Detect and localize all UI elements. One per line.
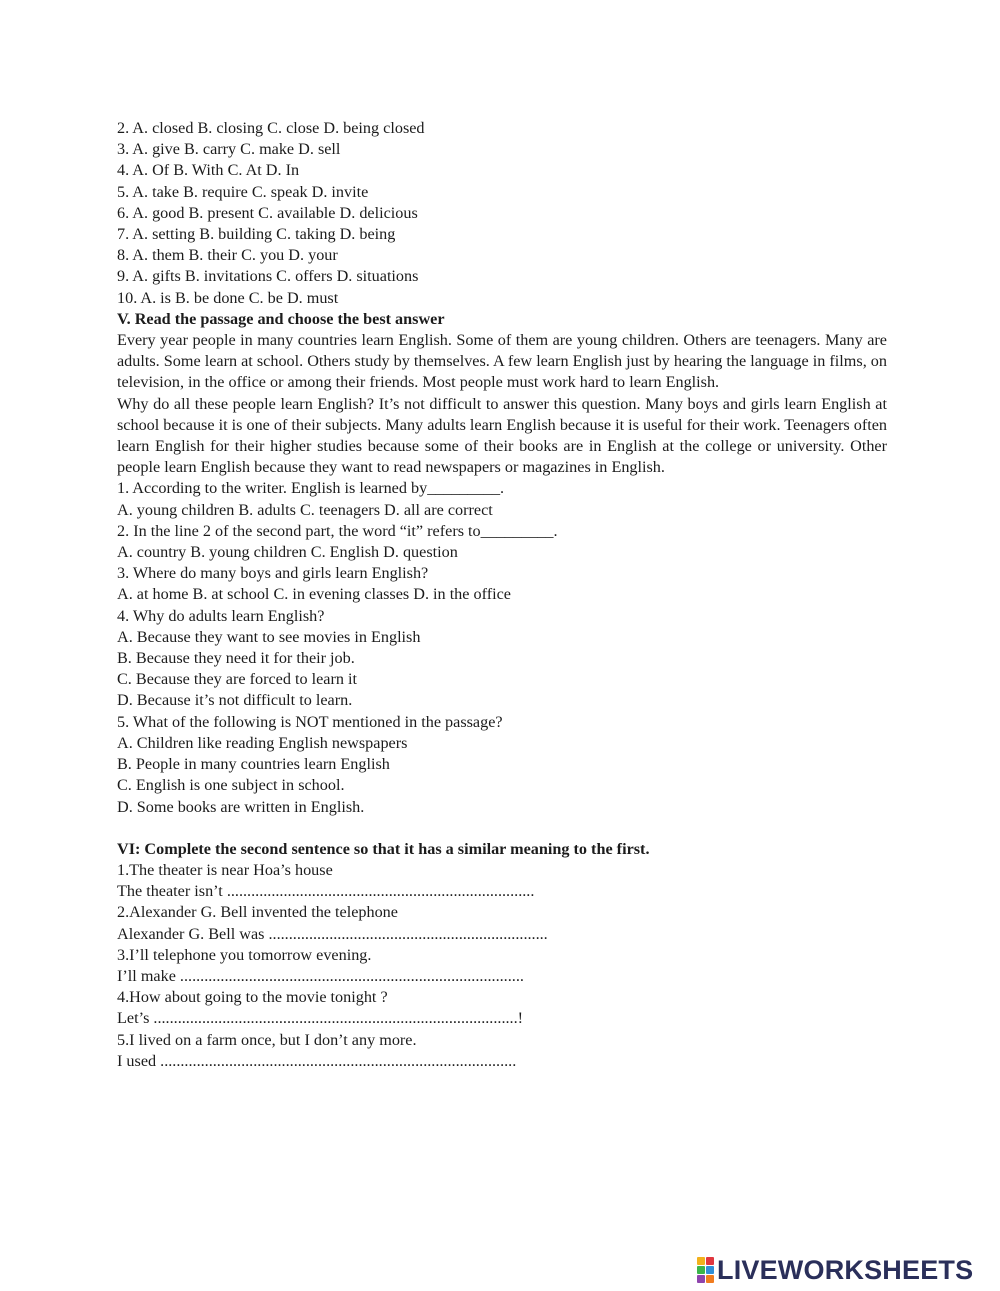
sentence-line: 3.I’ll telephone you tomorrow evening. [117,945,372,964]
liveworksheets-logo [697,1255,973,1285]
answer-line: A. young children B. adults C. teenagers D. all are correct [117,500,493,519]
option-line: 7. A. setting B. building C. taking D. being [117,225,396,244]
answer-line: C. English is one subject in school. [117,776,345,795]
question-line: 3. Where do many boys and girls learn English? [117,564,429,583]
passage-paragraph-2: Why do all these people learn English? It’s not difficult to answer this question. Many boys and girls learn English at school because it is one of their subjects. Many adults learn English because it is useful for their work. Teenagers often learn English for their higher studies because some of their books are in English at the college or university. Other people learn English because they want to read newspapers or magazines in English. [117,394,887,477]
logo-block [697,1266,705,1274]
logo-block [697,1257,705,1265]
answer-line: A. at home B. at school C. in evening classes D. in the office [117,585,511,604]
question-line: 1. According to the writer. English is learned by_________. [117,479,505,498]
sentence-line: 4.How about going to the movie tonight ? [117,988,388,1007]
option-line: 6. A. good B. present C. available D. delicious [117,203,418,222]
answer-line: A. Because they want to see movies in English [117,627,421,646]
section-spacer [117,818,887,839]
question-line: 5. What of the following is NOT mentioned in the passage? [117,712,503,731]
logo-text: LIVEWORKSHEETS [717,1254,974,1285]
logo-block [706,1257,714,1265]
answer-line: D. Because it’s not difficult to learn. [117,691,353,710]
question-line: 2. In the line 2 of the second part, the word “it” refers to_________. [117,521,558,540]
option-line: 8. A. them B. their C. you D. your [117,246,338,265]
passage-paragraph-1: Every year people in many countries learn English. Some of them are young children. Others are teenagers. Many are adults. Some learn at school. Others study by themselves. A few learn English just by hearing the language in films, on television, in the office or among their friends. Most people must work hard to learn English. [117,331,887,392]
answer-line: D. Some books are written in English. [117,797,365,816]
worksheet-content [117,118,887,1072]
option-line: 2. A. closed B. closing C. close D. being closed [117,119,425,137]
section-6-heading: VI: Complete the second sentence so that it has a similar meaning to the first. [117,839,650,858]
answer-line: C. Because they are forced to learn it [117,670,358,689]
answer-line: B. People in many countries learn English [117,755,390,774]
option-line: 10. A. is B. be done C. be D. must [117,288,339,307]
option-line: 5. A. take B. require C. speak D. invite [117,182,369,201]
option-line: 9. A. gifts B. invitations C. offers D. situations [117,267,419,286]
answer-line: A. country B. young children C. English D. question [117,543,458,562]
sentence-line: 1.The theater is near Hoa’s house [117,860,333,879]
section-5-heading: V. Read the passage and choose the best answer [117,309,445,328]
rewrite-line: I’ll make ..................................................................................... [117,966,524,985]
rewrite-line: Alexander G. Bell was ..................................................................... [117,924,548,943]
question-line: 4. Why do adults learn English? [117,606,325,625]
rewrite-line: Let’s ..........................................................................................! [117,1009,524,1028]
answer-line: A. Children like reading English newspapers [117,733,408,752]
logo-blocks-icon [697,1257,714,1283]
option-line: 3. A. give B. carry C. make D. sell [117,140,341,159]
sentence-line: 2.Alexander G. Bell invented the telephone [117,903,398,922]
rewrite-line: The theater isn’t ............................................................................ [117,882,535,901]
logo-block [697,1275,705,1283]
logo-block [706,1266,714,1274]
rewrite-line: I used ........................................................................................ [117,1051,517,1070]
option-line: 4. A. Of B. With C. At D. In [117,161,300,180]
answer-line: B. Because they need it for their job. [117,649,355,668]
logo-block [706,1275,714,1283]
sentence-line: 5.I lived on a farm once, but I don’t any more. [117,1030,417,1049]
